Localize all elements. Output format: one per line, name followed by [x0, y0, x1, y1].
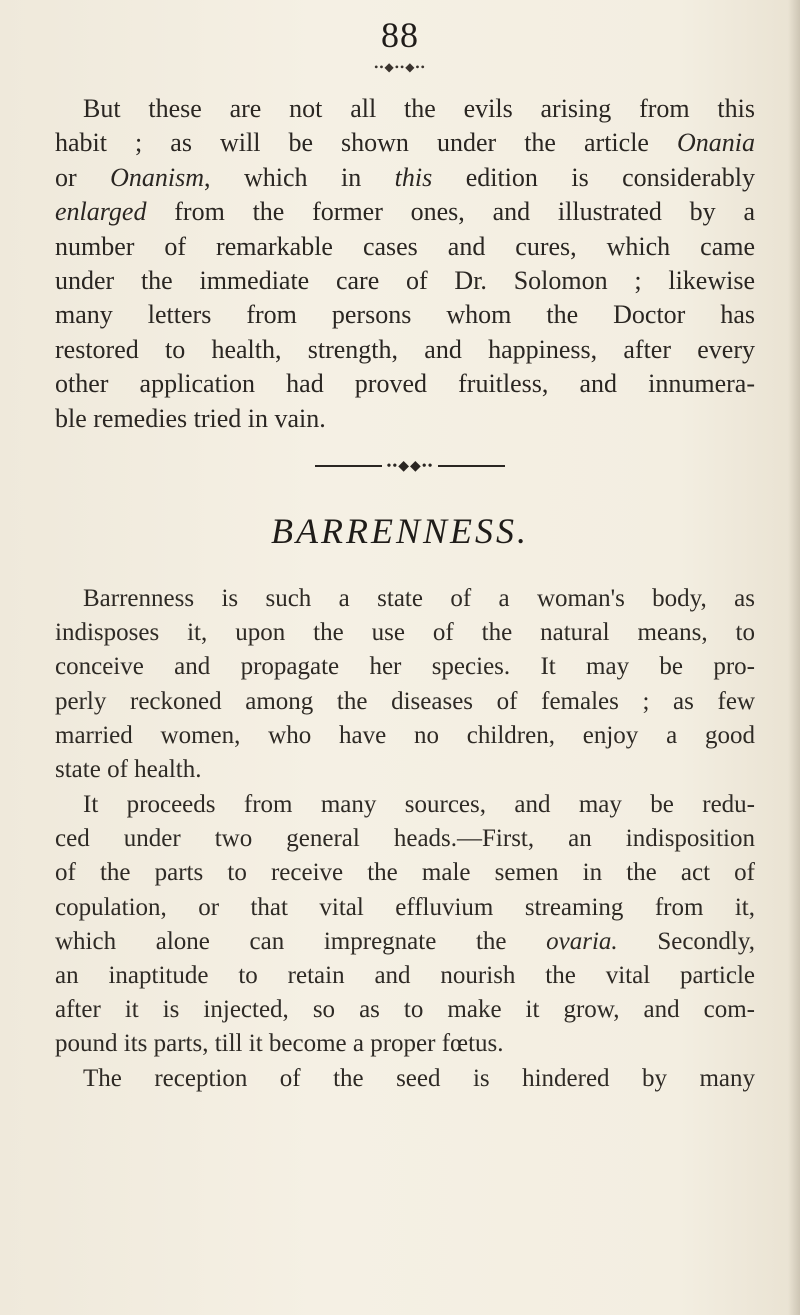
section-heading: BARRENNESS.: [271, 511, 529, 551]
page-number: 88: [381, 15, 419, 55]
text-line: perly reckoned among the diseases of females ; as few: [55, 687, 755, 715]
text-line: of the parts to receive the male semen in the act of: [55, 859, 755, 887]
text-line: indisposes it, upon the use of the natural means, to: [55, 619, 755, 647]
text-line: under the immediate care of Dr. Solomon ; likewise: [55, 266, 755, 296]
text-line: pound its parts, till it become a proper fœtus.: [55, 1030, 504, 1058]
text-line: habit ; as will be shown under the article Onania: [55, 128, 755, 158]
section-divider: [315, 460, 505, 472]
divider-ornament: ••◆◆••: [386, 458, 434, 474]
text-line: copulation, or that vital effluvium streaming from it,: [55, 893, 755, 921]
text-line: number of remarkable cases and cures, which came: [55, 231, 755, 261]
top-ornament: ••◆••◆••: [374, 60, 426, 74]
text-line: The reception of the seed is hindered by many: [83, 1064, 755, 1092]
text-line: many letters from persons whom the Doctor has: [55, 300, 755, 330]
text-line: ble remedies tried in vain.: [55, 403, 326, 433]
page-edge-shadow: [788, 0, 800, 1315]
text-line: other application had proved fruitless, and innumera-: [55, 369, 755, 399]
text-line: or Onanism, which in this edition is considerably: [55, 162, 755, 192]
paragraph-causes: [55, 788, 755, 1096]
text-line: It proceeds from many sources, and may be redu-: [83, 791, 755, 818]
text-line: state of health.: [55, 756, 202, 784]
text-line: married women, who have no children, enjoy a good: [55, 721, 755, 749]
text-line: after it is injected, so as to make it grow, and com-: [55, 996, 755, 1024]
paragraph-onanism: [55, 92, 755, 436]
text-line: ced under two general heads.—First, an indisposition: [55, 825, 755, 853]
text-line: But these are not all the evils arising from this: [83, 94, 755, 123]
text-line: which alone can impregnate the ovaria. Secondly,: [55, 927, 756, 955]
text-line: restored to health, strength, and happiness, after every: [55, 334, 755, 364]
text-line: conceive and propagate her species. It may be pro-: [55, 653, 755, 681]
paragraph-definition: [55, 582, 755, 787]
text-line: enlarged from the former ones, and illustrated by a: [55, 197, 755, 227]
text-line: an inaptitude to retain and nourish the vital particle: [55, 962, 755, 990]
text-line: Barrenness is such a state of a woman's body, as: [83, 585, 755, 612]
